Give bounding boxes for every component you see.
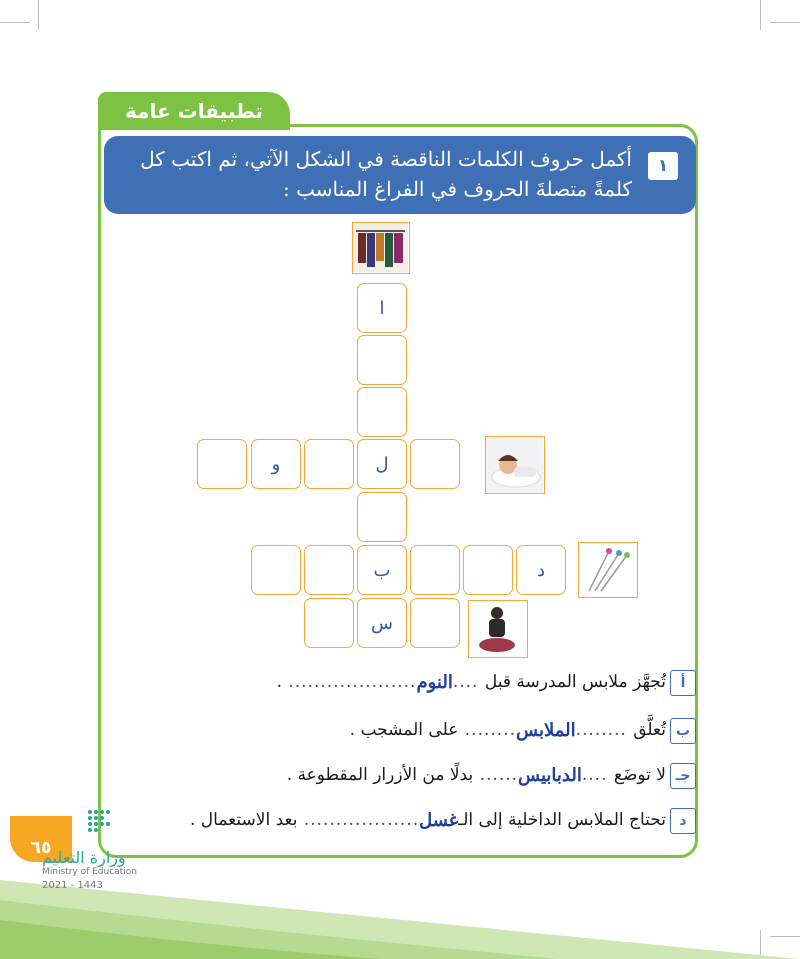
grid-cell[interactable]: [304, 545, 354, 595]
page-number: ٦٥: [10, 816, 72, 862]
grid-cell[interactable]: و: [251, 439, 301, 489]
blank-dots: ......: [473, 765, 519, 785]
sentence-text: تُجهَّز ملابس المدرسة قبل: [484, 672, 666, 692]
section-title-tab: تطبيقات عامة: [98, 92, 290, 130]
blank-dots: ....: [452, 672, 485, 692]
crop-mark: [38, 0, 39, 30]
sentence-text: تُعلَّق: [633, 720, 666, 740]
blank-dots: ........: [458, 720, 517, 740]
sleeping-child-icon: [485, 436, 545, 494]
question-line-1: أكمل حروف الكلمات الناقصة في الشكل الآتي، ثم اكتب كل: [140, 147, 632, 171]
ministry-logo-icon: [86, 808, 134, 838]
grid-cell[interactable]: [410, 598, 460, 648]
grid-cell[interactable]: [357, 335, 407, 385]
question-bar: [104, 136, 696, 214]
blank-dots: ..................: [297, 810, 420, 830]
blank-dots: ....................: [281, 672, 417, 692]
grid-cell[interactable]: [304, 598, 354, 648]
sentence-b: [350, 715, 666, 745]
crop-mark: [760, 0, 761, 30]
question-line-2: كلمةً متصلةَ الحروف في الفراغ المناسب :: [283, 177, 632, 201]
sentence-text: بدلًا من الأزرار المقطوعة .: [286, 765, 474, 785]
question-number: ١: [648, 152, 678, 180]
sentence-text: تحتاج الملابس الداخلية إلى الـ: [458, 810, 666, 830]
grid-cell[interactable]: [357, 387, 407, 437]
sentence-text: لا توضَع: [613, 765, 666, 785]
sentence-text: على المشجب .: [349, 720, 459, 740]
grid-cell[interactable]: ا: [357, 283, 407, 333]
sentence-badge: جـ: [670, 763, 696, 789]
grid-cell[interactable]: ل: [357, 439, 407, 489]
academic-year: 2021 - 1443: [42, 880, 103, 891]
grid-cell[interactable]: [251, 545, 301, 595]
ministry-name-ar: وزارة التعليم: [42, 848, 126, 867]
clothes-rack-icon: [352, 222, 410, 274]
pins-icon: [578, 542, 638, 598]
sentence-badge: د: [670, 808, 696, 834]
answer-text[interactable]: غسل: [419, 809, 459, 831]
blank-dots: ........: [575, 720, 634, 740]
washing-basin-icon: [468, 600, 528, 658]
grid-cell[interactable]: [410, 439, 460, 489]
sentence-d: [190, 805, 666, 835]
sentence-text: .: [276, 672, 282, 692]
sentence-a: [277, 667, 666, 697]
sentence-c: [287, 760, 666, 790]
sentence-badge: ب: [670, 718, 696, 744]
answer-text[interactable]: النوم: [416, 671, 453, 693]
ministry-name-en: Ministry of Education: [42, 867, 137, 877]
crop-mark: [0, 22, 30, 23]
crop-mark: [770, 22, 800, 23]
answer-text[interactable]: الملابس: [516, 719, 576, 741]
grid-cell[interactable]: [357, 492, 407, 542]
grid-cell[interactable]: س: [357, 598, 407, 648]
grid-cell[interactable]: [304, 439, 354, 489]
grid-cell[interactable]: [197, 439, 247, 489]
grid-cell[interactable]: ب: [357, 545, 407, 595]
grid-cell[interactable]: [463, 545, 513, 595]
blank-dots: ....: [581, 765, 614, 785]
grid-cell[interactable]: د: [516, 545, 566, 595]
question-text: [122, 144, 632, 204]
grid-cell[interactable]: [410, 545, 460, 595]
answer-text[interactable]: الدبابيس: [518, 764, 582, 786]
sentence-text: بعد الاستعمال .: [190, 810, 298, 830]
sentence-badge: أ: [670, 670, 696, 696]
